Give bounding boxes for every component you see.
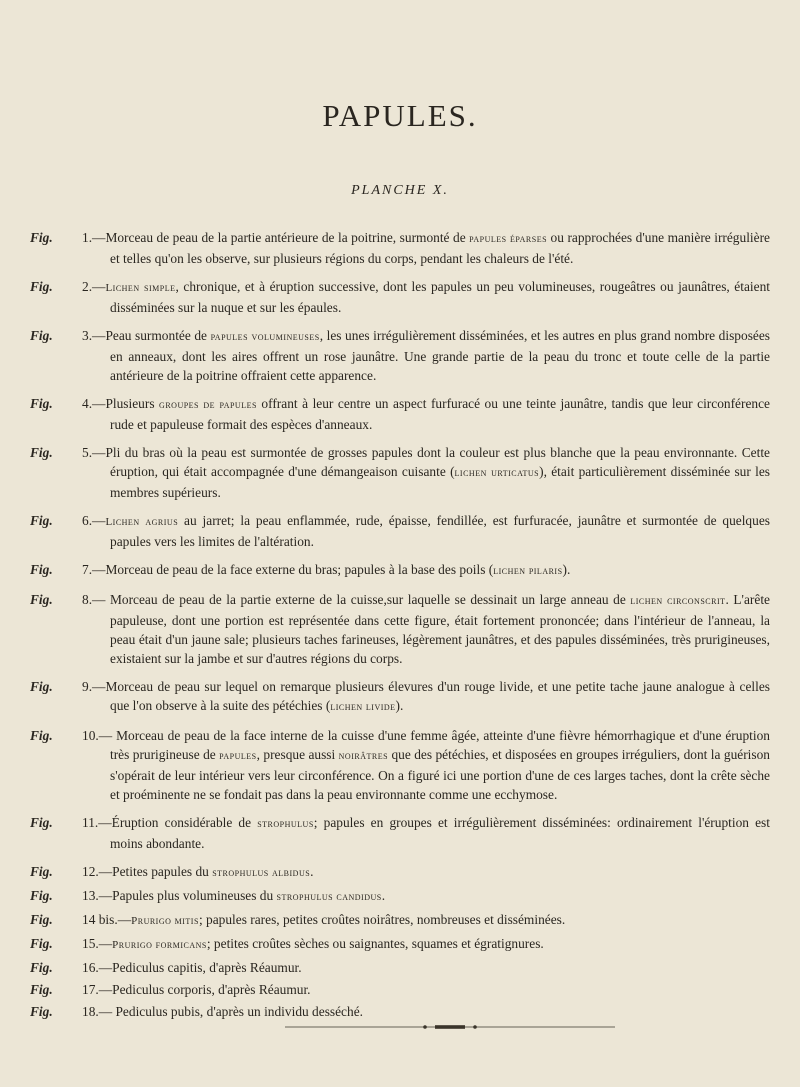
small-caps-term: Prurigo formicans: [112, 939, 207, 951]
fig-number: 13.: [82, 888, 99, 903]
figure-entry: [0, 886, 800, 907]
entry-text: —Pediculus corporis, d'après Réaumur.: [98, 982, 311, 997]
figure-entry: [0, 277, 800, 317]
fig-label: Fig.: [30, 679, 53, 694]
small-caps-term: papules éparses: [469, 233, 548, 245]
fig-label: Fig.: [30, 960, 53, 975]
fig-label: Fig.: [30, 328, 53, 343]
entry-text: ; petites croûtes sèches ou saignantes, squames et égratignures.: [206, 936, 544, 951]
entry-text: . L'arête papuleuse, dont une portion est représentée dans cette figure, était fortement prononcée; dans l'intérieur de l'anneau, la peau était d'un jaune sale; plusieurs taches farineuses, légèrement jaunâtres, et des papules disséminées, très prurigineuses, existaient sur la jambe et sur d'autres régions du corps.: [110, 592, 770, 666]
fig-label: Fig.: [30, 982, 53, 997]
fig-label: Fig.: [30, 815, 53, 830]
entry-text: ou rapprochées d'une manière irrégulière et telles qu'on les observe, sur plusieurs régions du corps, pendant les chaleurs de l'été.: [110, 230, 770, 266]
fig-label: Fig.: [30, 396, 53, 411]
figure-entry: [0, 862, 800, 883]
entry-text: —Morceau de peau de la face externe du bras; papules à la base des poils (: [92, 562, 494, 577]
entry-text: , les unes irrégulièrement disséminées, et les autres en plus grand nombre disposées en anneaux, dont les aires offrent un rose jaunâtre. Une grande partie de la peau du tronc et toute celle de la partie antérieure de la poitrine offraient cette apparence.: [110, 328, 770, 383]
fig-number: 9.: [82, 679, 93, 694]
fig-number: 6.: [82, 513, 93, 528]
entry-text: —Morceau de peau de la partie antérieure de la poitrine, surmonté de: [92, 230, 470, 245]
figure-entry: [0, 1002, 800, 1021]
entry-text: .: [310, 864, 314, 879]
figure-entry: [0, 228, 800, 268]
entry-text: —Pediculus capitis, d'après Réaumur.: [98, 960, 302, 975]
page-title: PAPULES.: [322, 98, 478, 133]
fig-label: Fig.: [30, 1004, 53, 1019]
entry-text: ; papules rares, petites croûtes noirâtres, nombreuses et disséminées.: [198, 912, 566, 927]
entry-text: —Petites papules du: [98, 864, 213, 879]
entry-text: offrant à leur centre un aspect furfuracé ou une teinte jaunâtre, tandis que leur circonférence rude et papuleuse formait des espèces d'anneaux.: [110, 396, 770, 432]
fig-number: 10.: [82, 728, 99, 743]
small-caps-term: lichen urticatus: [454, 467, 540, 479]
small-caps-term: lichen livide: [330, 701, 396, 713]
figure-entry: [0, 813, 800, 853]
small-caps-term: Lichen agrius: [105, 516, 179, 528]
fig-number: 7.: [82, 562, 93, 577]
figure-entry: [0, 326, 800, 385]
figure-entry: [0, 560, 800, 581]
small-caps-term: noirâtres: [338, 750, 389, 762]
figure-entry: [0, 394, 800, 434]
small-caps-term: groupes de papules: [159, 399, 257, 411]
fig-label: Fig.: [30, 912, 53, 927]
plate-subtitle: PLANCHE X.: [351, 183, 449, 198]
small-caps-term: strophulus: [257, 818, 314, 830]
fig-number: 5.: [82, 445, 93, 460]
entry-text: ; papules en groupes et irrégulièrement disséminées: ordinairement l'éruption est moins abondante.: [110, 815, 770, 851]
figure-entry: [0, 677, 800, 717]
entry-text: —Éruption considérable de: [98, 815, 258, 830]
small-caps-term: Lichen simple: [105, 282, 176, 294]
entry-text: —: [92, 279, 106, 294]
fig-label: Fig.: [30, 936, 53, 951]
fig-number: 1.: [82, 230, 93, 245]
fig-number: 4.: [82, 396, 93, 411]
entry-text: , presque aussi: [256, 747, 339, 762]
small-caps-term: strophulus candidus: [276, 891, 382, 903]
entry-text: —: [92, 513, 106, 528]
small-caps-term: lichen pilaris: [493, 565, 563, 577]
entry-text: — Morceau de peau de la face interne de la cuisse d'une femme âgée, atteinte d'une fièvre hémorrhagique et d'une éruption très prurigineuse de: [98, 728, 770, 762]
ornament-rule: [285, 1024, 615, 1030]
fig-number: 3.: [82, 328, 93, 343]
figure-entry: [0, 726, 800, 804]
entry-text: — Pediculus pubis, d'après un individu desséché.: [98, 1004, 363, 1019]
fig-label: Fig.: [30, 513, 53, 528]
entry-text: .: [381, 888, 386, 903]
entry-text: , chronique, et à éruption successive, dont les papules un peu volumineuses, rougeâtres ou jaunâtres, étaient disséminées sur la nuque et sur les épaules.: [110, 279, 770, 315]
fig-label: Fig.: [30, 728, 53, 743]
figure-list: [0, 228, 800, 1024]
entry-text: au jarret; la peau enflammée, rude, épaisse, fendillée, est furfuracée, jaunâtre et surmontée de quelques papules vers les limites de l'altération.: [110, 513, 770, 549]
figure-entry: [0, 958, 800, 977]
small-caps-term: papules: [219, 750, 257, 762]
figure-entry: [0, 443, 800, 502]
entry-text: —Morceau de peau sur lequel on remarque plusieurs élevures d'un rouge livide, et une petite tache jaune analogue à celles que l'on observe à la suite des pétéchies (: [92, 679, 770, 713]
fig-label: Fig.: [30, 230, 53, 245]
fig-number: 2.: [82, 279, 93, 294]
fig-label: Fig.: [30, 562, 53, 577]
fig-label: Fig.: [30, 864, 53, 879]
small-caps-term: strophulus albidus: [212, 867, 311, 879]
entry-text: ).: [562, 562, 571, 577]
entry-text: —Papules plus volumineuses du: [98, 888, 277, 903]
figure-entry: [0, 934, 800, 955]
fig-number: 16.: [82, 960, 99, 975]
entry-text: —: [98, 936, 113, 951]
figure-entry: [0, 590, 800, 668]
entry-text: —: [117, 912, 132, 927]
fig-label: Fig.: [30, 592, 53, 607]
fig-label: Fig.: [30, 279, 53, 294]
fig-number: 11.: [82, 815, 99, 830]
small-caps-term: lichen circonscrit: [630, 595, 726, 607]
fig-number: 14 bis.: [82, 912, 118, 927]
fig-label: Fig.: [30, 888, 53, 903]
fig-number: 12.: [82, 864, 99, 879]
entry-text: —Pli du bras où la peau est surmontée de grosses papules dont la couleur est plus blanche que la peau environnante. Cette éruption, qui était accompagnée d'une démangeaison cuisante (: [92, 445, 770, 479]
figure-entry: [0, 511, 800, 551]
figure-entry: [0, 980, 800, 999]
fig-number: 8.: [82, 592, 93, 607]
fig-number: 17.: [82, 982, 99, 997]
small-caps-term: Prurigo mitis: [131, 915, 199, 927]
small-caps-term: papules volumineuses: [210, 331, 320, 343]
entry-text: ), était particulièrement disséminée sur les membres supérieurs.: [110, 464, 771, 500]
entry-text: ).: [395, 698, 404, 713]
entry-text: —Peau surmontée de: [92, 328, 211, 343]
fig-label: Fig.: [30, 445, 53, 460]
figure-entry: [0, 910, 800, 931]
fig-number: 18.: [82, 1004, 99, 1019]
fig-number: 15.: [82, 936, 99, 951]
entry-text: que des pétéchies, et disposées en groupes irréguliers, dont la guérison s'opérait de leur intérieur vers leur circonférence. On a figuré ici une portion d'une de ces larges taches, dont la crête sèche et proéminente ne se fondait pas dans la peau environnante comme une ecchymose.: [110, 747, 770, 802]
entry-text: —Plusieurs: [92, 396, 160, 411]
entry-text: — Morceau de peau de la partie externe de la cuisse,sur laquelle se dessinait un large anneau de: [92, 592, 631, 607]
